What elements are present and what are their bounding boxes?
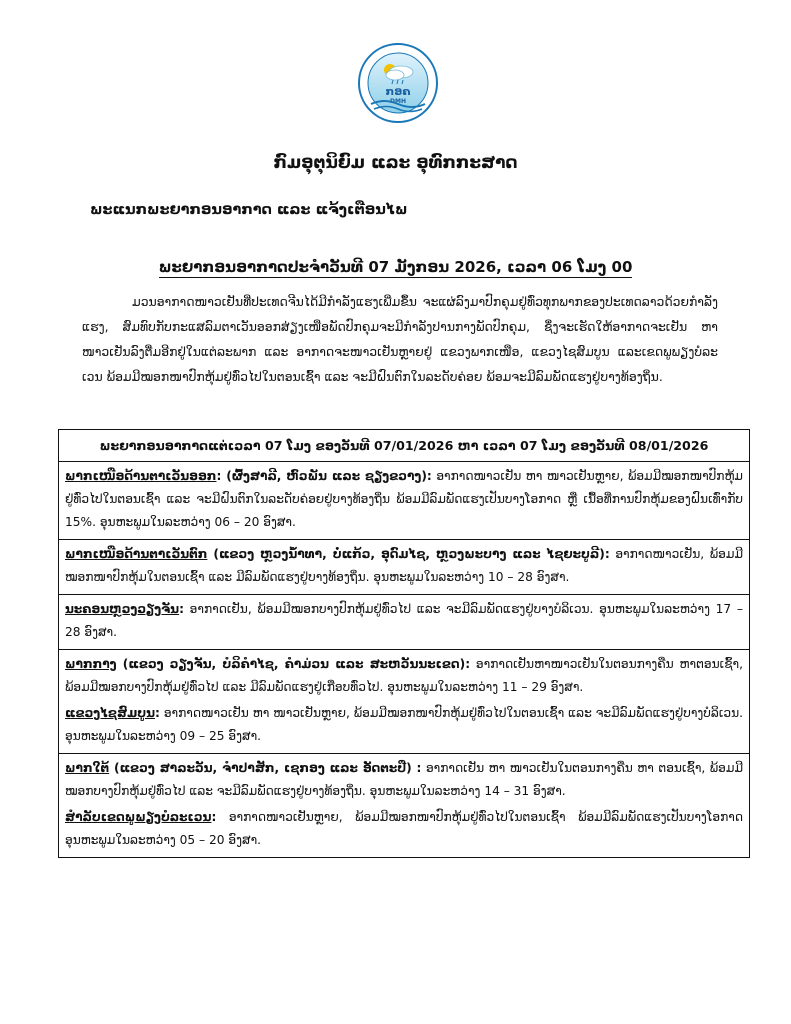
region-provinces: : bbox=[211, 810, 217, 824]
region-label: ພາກກາງ bbox=[65, 657, 117, 671]
region-forecast-text: ອາກາດໜາວເຢັນ ຫາ ໜາວເຢັນຫຼາຍ, ພ້ອມມີໝອກໜາປົກຫຸ້ມຢູ່ທົ່ວໄປໃນຕອນເຊົ້າ ແລະ ຈະມີລົມພັດແຮງຢູ່ບາງບໍລິເວນ. ອຸນຫະພູມໃນລະຫວ່າງ 09 – 25 ອົງສາ. bbox=[65, 706, 743, 743]
region-paragraph bbox=[65, 465, 743, 534]
region-paragraph bbox=[65, 757, 743, 803]
region-label: ສຳລັບເຂດພູພຽງບໍລະເວນ bbox=[65, 810, 212, 824]
region-row-south bbox=[59, 754, 750, 858]
forecast-title: ພະຍາກອນອາກາດປະຈຳວັນທີ 07 ມັງກອນ 2026, ເວລາ 06 ໂມງ 00 bbox=[158, 258, 633, 276]
region-forecast-text: ອາກາດໜາວເຢັນຫຼາຍ, ພ້ອມມີໝອກໜາປົກຫຸ້ມຢູ່ທົ່ວໄປໃນຕອນເຊົ້າ ພ້ອມມີລົມພັດແຮງເປັນບາງໂອກາດ ອຸນຫະພູມໃນລະຫວ່າງ 05 – 20 ອົງສາ. bbox=[65, 810, 743, 847]
region-label: ນະຄອນຫຼວງວຽງຈັນ bbox=[65, 602, 180, 616]
region-forecast-text: ອາກາດໜາວເຢັນ, ພ້ອມມີໝອກໜາປົກຫຸ້ມໃນຕອນເຊົ້າ ແລະ ມີລົມພັດແຮງຢູ່ບາງທ້ອງຖິ່ນ. ອຸນຫະພູມໃນລະຫວ່າງ 10 – 28 ອົງສາ. bbox=[65, 547, 743, 584]
region-forecast-text: ອາກາດໜາວເຢັນ ຫາ ໜາວເຢັນຫຼາຍ, ພ້ອມມີໝອກໜາປົກຫຸ້ມຢູ່ທົ່ວໄປໃນຕອນເຊົ້າ ແລະ ຈະມີຝົນຕົກໃນລະດັບຄ່ອຍຢູ່ບາງທ້ອງຖິ່ນ ພ້ອມມີລົມພັດແຮງເປັນບາງໂອກາດ ຫຼື ເນື້ອທີ່ການປົກຫຸ້ມຂອງຝົນເທົ່າກັບ 15%. ອຸນຫະພູມໃນລະຫວ່າງ 06 – 20 ອົງສາ. bbox=[65, 469, 743, 529]
intro-paragraph: ມວນອາກາດໜາວເຢັນທີ່ປະເທດຈີນໄດ້ມີກຳລັງແຮງເພີ່ມຂຶ້ນ ຈະແຜ່ລົງມາປົກຄຸມຢູ່ທົ່ວທຸກພາກຂອງປະເທດລາວດ້ວຍກຳລັງແຮງ, ສົມທົບກັບກະແສລົມຕາເວັນອອກສ່ຽງເໜືອພັດປົກຄຸມຈະມີກຳລັງປານກາງພັດປົກຄຸມ, ຊຶ່ງຈະເຮັດໃຫ້ອາກາດຈະເຢັນ ຫາ ໜາວເຢັນລົງຕື່ມອີກຢູ່ໃນແຕ່ລະພາກ ແລະ ອາກາດຈະໜາວເຢັນຫຼາຍຢູ່ ແຂວງພາກເໜືອ, ແຂວງໄຊສົມບູນ ແລະເຂດພູພຽງບໍລະເວນ ພ້ອມມີໝອກໜາປົກຫຸ້ມຢູ່ທົ່ວໄປໃນຕອນເຊົ້າ ແລະ ຈະມີຝົນຕົກໃນລະດັບຄ່ອຍ ພ້ອມຈະມີລົມພັດແຮງຢູ່ບາງທ້ອງຖິ່ນ. bbox=[82, 294, 718, 384]
logo-text: ກອຄ bbox=[385, 85, 411, 98]
region-provinces: : (ຜົ້ງສາລີ, ຫົວພັນ ແລະ ຊຽງຂວາງ): bbox=[216, 469, 432, 483]
region-label: ແຂວງໄຊສົມບູນ bbox=[65, 706, 156, 720]
region-label: ພາກເໜືອດ້ານຕາເວັນຕົກ bbox=[65, 547, 208, 561]
department-name: ພະແນກພະຍາກອນອາກາດ ແລະ ແຈ້ງເຕືອນໄພ bbox=[90, 202, 408, 218]
table-header: ພະຍາກອນອາກາດແຕ່ເວລາ 07 ໂມງ ຂອງວັນທີ 07/01/2026 ຫາ ເວລາ 07 ໂມງ ຂອງວັນທີ 08/01/2026 bbox=[59, 430, 750, 462]
region-paragraph bbox=[65, 598, 743, 644]
region-paragraph bbox=[65, 543, 743, 589]
region-label: ພາກເໜືອດ້ານຕາເວັນອອກ bbox=[65, 469, 217, 483]
region-forecast-text: ອາກາດເຢັນ ຫາ ໜາວເຢັນໃນຕອນກາງຄືນ ຫາ ຕອນເຊົ້າ, ພ້ອມມີໝອກບາງປົກຫຸ້ມຢູ່ທົ່ວໄປ ແລະ ຈະມີລົມພັດແຮງຢູ່ບາງທ້ອງຖິ່ນ. ອຸນຫະພູມໃນລະຫວ່າງ 14 – 31 ອົງສາ. bbox=[65, 761, 743, 798]
forecast-table bbox=[58, 429, 750, 858]
region-row-northwest bbox=[59, 540, 750, 595]
region-paragraph bbox=[65, 806, 743, 852]
region-provinces: : bbox=[155, 706, 160, 720]
region-row-northeast bbox=[59, 462, 750, 540]
ministry-name: ກົມອຸຕຸນິຍົມ ແລະ ອຸທົກກະສາດ bbox=[273, 153, 518, 173]
region-provinces: (ແຂວງ ຫຼວງນ້ຳທາ, ບໍ່ແກ້ວ, ອຸດົມໄຊ, ຫຼວງພະບາງ ແລະ ໄຊຍະບູລີ): bbox=[207, 547, 610, 561]
region-provinces: : bbox=[179, 602, 184, 616]
region-label: ພາກໃຕ້ bbox=[65, 761, 110, 775]
region-row-vientiane-capital bbox=[59, 595, 750, 650]
logo-subtext: DMH bbox=[390, 98, 406, 105]
region-paragraph bbox=[65, 653, 743, 699]
region-forecast-text: ອາກາດເຢັນຫາໜາວເຢັນໃນຕອນກາງຄືນ ຫາຕອນເຊົ້າ, ພ້ອມມີໝອກບາງປົກຫຸ້ມຢູ່ທົ່ວໄປ ແລະ ມີລົມພັດແຮງຢູ່ເກືອບທົ່ວໄປ. ອຸນຫະພູມໃນລະຫວ່າງ 11 – 29 ອົງສາ. bbox=[65, 657, 743, 694]
region-paragraph bbox=[65, 702, 743, 748]
region-row-central bbox=[59, 650, 750, 754]
region-forecast-text: ອາກາດເຢັນ, ພ້ອມມີໝອກບາງປົກຫຸ້ມຢູ່ທົ່ວໄປ ແລະ ຈະມີລົມພັດແຮງຢູ່ບາງບໍລິເວນ. ອຸນຫະພູມໃນລະຫວ່າງ 17 – 28 ອົງສາ. bbox=[65, 602, 743, 639]
region-provinces: (ແຂວງ ວຽງຈັນ, ບໍລິຄຳໄຊ, ຄຳມ່ວນ ແລະ ສະຫວັນນະເຂດ): bbox=[116, 657, 471, 671]
region-provinces: (ແຂວງ ສາລະວັນ, ຈຳປາສັກ, ເຊກອງ ແລະ ອັດຕະປື) : bbox=[109, 761, 422, 775]
dmh-logo bbox=[357, 42, 439, 124]
